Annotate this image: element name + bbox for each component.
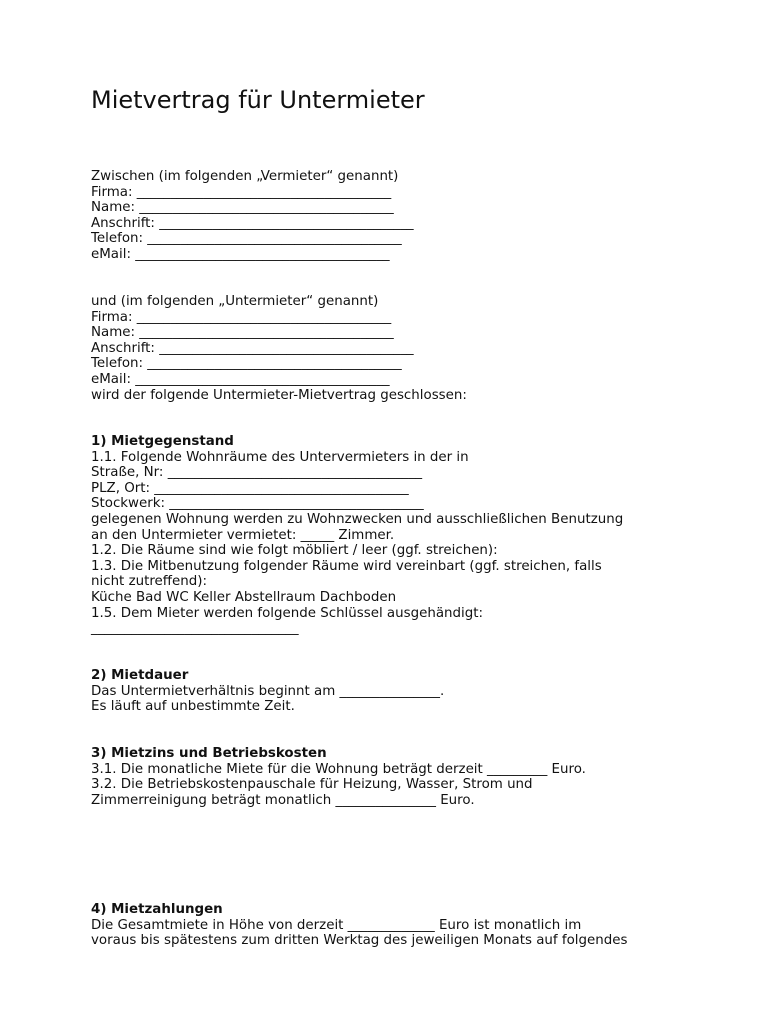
landlord-telefon-field: Telefon: ______________________________________ (91, 231, 402, 247)
landlord-block (91, 169, 731, 263)
section-line: 1.5. Dem Mieter werden folgende Schlüssel ausgehändigt: (91, 605, 484, 621)
tenant-name-field: Name: ______________________________________ (91, 325, 394, 341)
section-line: 1.1. Folgende Wohnräume des Untervermieters in der in (91, 449, 469, 465)
section-heading: 1) Mietgegenstand (91, 434, 234, 449)
section-line: nicht zutreffend): (91, 574, 207, 590)
section-heading: 2) Mietdauer (91, 668, 189, 683)
landlord-intro: Zwischen (im folgenden „Vermieter“ genannt) (91, 169, 399, 184)
section-line: an den Untermieter vermietet: _____ Zimmer. (91, 527, 395, 543)
floor-field: Stockwerk: ______________________________________ (91, 496, 424, 512)
operating-costs-field: Zimmerreinigung beträgt monatlich _______________ Euro. (91, 792, 475, 808)
keys-field: _______________________________ (91, 621, 299, 637)
section-line: 1.3. Die Mitbenutzung folgender Räume wird vereinbart (ggf. streichen, falls (91, 558, 602, 574)
landlord-name-field: Name: ______________________________________ (91, 200, 394, 216)
section-line: Es läuft auf unbestimmte Zeit. (91, 699, 295, 715)
start-date-field: Das Untermietverhältnis beginnt am _______________. (91, 683, 445, 699)
landlord-email-field: eMail: ______________________________________ (91, 246, 390, 262)
tenant-anschrift-field: Anschrift: ______________________________________ (91, 340, 414, 356)
tenant-firma-field: Firma: ______________________________________ (91, 309, 392, 325)
postcode-city-field: PLZ, Ort: ______________________________________ (91, 480, 409, 496)
section-heading: 3) Mietzins und Betriebskosten (91, 746, 327, 761)
section-line: 3.2. Die Betriebskostenpauschale für Heizung, Wasser, Strom und (91, 777, 533, 793)
tenant-block (91, 294, 731, 403)
landlord-anschrift-field: Anschrift: ______________________________________ (91, 215, 414, 231)
section-line: voraus bis spätestens zum dritten Werktag des jeweiligen Monats auf folgendes (91, 933, 628, 949)
landlord-firma-field: Firma: ______________________________________ (91, 184, 392, 200)
total-rent-field: Die Gesamtmiete in Höhe von derzeit _____________ Euro ist monatlich im (91, 917, 582, 933)
section-line: 1.2. Die Räume sind wie folgt möbliert / leer (ggf. streichen): (91, 543, 498, 559)
street-field: Straße, Nr: ______________________________________ (91, 465, 423, 481)
section-mietdauer (91, 668, 731, 715)
rent-field: 3.1. Die monatliche Miete für die Wohnung beträgt derzeit _________ Euro. (91, 761, 586, 777)
section-mietzins (91, 746, 731, 808)
tenant-email-field: eMail: ______________________________________ (91, 371, 390, 387)
section-mietgegenstand (91, 434, 731, 637)
section-line: gelegenen Wohnung werden zu Wohnzwecken und ausschließlichen Benutzung (91, 511, 624, 527)
section-line: Küche Bad WC Keller Abstellraum Dachboden (91, 589, 397, 605)
section-mietzahlungen (91, 902, 731, 949)
tenant-intro: und (im folgenden „Untermieter“ genannt) (91, 294, 379, 309)
section-heading: 4) Mietzahlungen (91, 902, 223, 917)
tenant-closing: wird der folgende Untermieter-Mietvertrag geschlossen: (91, 387, 467, 403)
tenant-telefon-field: Telefon: ______________________________________ (91, 356, 402, 372)
document-title: Mietvertrag für Untermieter (91, 86, 425, 114)
